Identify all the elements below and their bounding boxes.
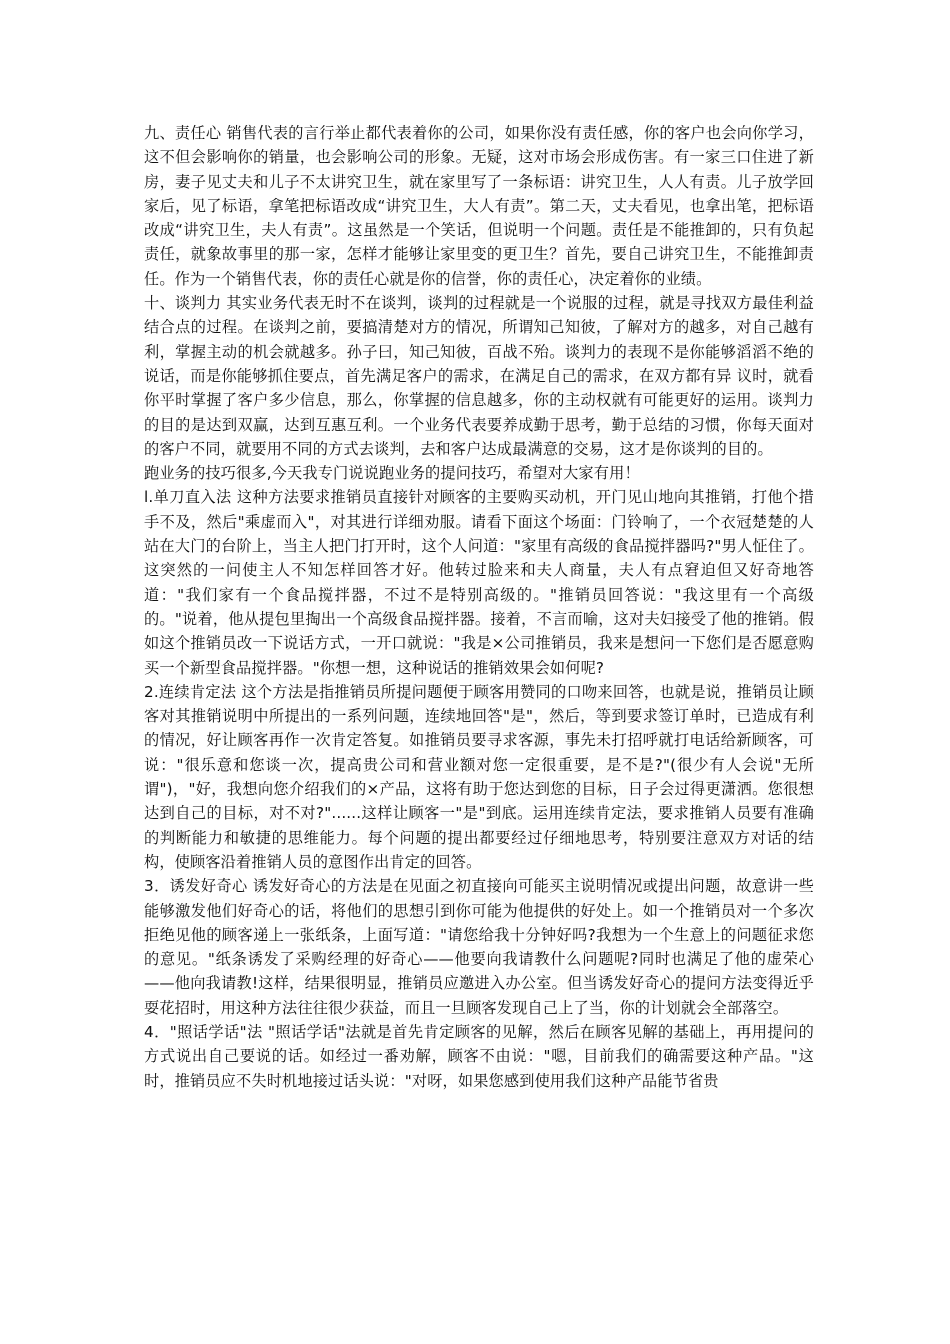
document-body [144, 121, 814, 1093]
paragraph-echo-method: 4．"照话学话"法 "照话学话"法就是首先肯定顾客的见解，然后在顾客见解的基础上，再用提问的方式说出自己要说的话。如经过一番劝解，顾客不由说："嗯，目前我们的确需要这种产品。"这时，推销员应不失时机地接过话头说："对呀，如果您感到使用我们这种产品能节省贵 [144, 1022, 814, 1090]
paragraph-negotiation: 十、谈判力 其实业务代表无时不在谈判，谈判的过程就是一个说服的过程，就是寻找双方最佳利益结合点的过程。在谈判之前，要搞清楚对方的情况，所谓知己知彼，了解对方的越多，对自己越有利，掌握主动的机会就越多。孙子曰，知己知彼，百战不殆。谈判力的表现不是你能够滔滔不绝的说话，而是你能够抓住要点，首先满足客户的需求，在满足自己的需求，在双方都有异 议时，就看你平时掌握了客户多少信息，那么，你掌握的信息越多，你的主动权就有可能更好的运用。谈判力的目的是达到双赢，达到互惠互利。一个业务代表要养成勤于思考，勤于总结的习惯，你每天面对的客户不同，就要用不同的方式去谈判，去和客户达成最满意的交易，这才是你谈判的目的。 [144, 294, 814, 458]
paragraph-curiosity: 3．诱发好奇心 诱发好奇心的方法是在见面之初直接向可能买主说明情况或提出问题，故意讲一些能够激发他们好奇心的话，将他们的思想引到你可能为他提供的好处上。如一个推销员对一个多次拒绝见他的顾客递上一张纸条，上面写道："请您给我十分钟好吗?我想为一个生意上的问题征求您的意见。"纸条诱发了采购经理的好奇心——他要向我请教什么问题呢?同时也满足了他的虚荣心——他向我请教!这样，结果很明显，推销员应邀进入办公室。但当诱发好奇心的提问方法变得近乎耍花招时，用这种方法往往很少获益，而且一旦顾客发现自己上了当，你的计划就会全部落空。 [144, 877, 814, 1017]
paragraph-intro-questioning: 跑业务的技巧很多,今天我专门说说跑业务的提问技巧，希望对大家有用！ [144, 464, 640, 483]
paragraph-continuous-affirmation: 2.连续肯定法 这个方法是指推销员所提问题便于顾客用赞同的口吻来回答，也就是说，推销员让顾客对其推销说明中所提出的一系列问题，连续地回答"是"，然后，等到要求签订单时，已造成有利的情况，好让顾客再作一次肯定答复。如推销员要寻求客源，事先未打招呼就打电话给新顾客，可说："很乐意和您谈一次，提高贵公司和营业额对您一定很重要，是不是?"(很少有人会说"无所谓")，"好，我想向您介绍我们的×产品，这将有助于您达到您的目标，日子会过得更潇洒。您很想达到自己的目标，对不对?"......这样让顾客一"是"到底。运用连续肯定法，要求推销人员要有准确的判断能力和敏捷的思维能力。每个问题的提出都要经过仔细地思考，特别要注意双方对话的结构，使顾客沿着推销人员的意图作出肯定的回答。 [144, 682, 814, 871]
paragraph-responsibility: 九、责任心 销售代表的言行举止都代表着你的公司，如果你没有责任感，你的客户也会向你学习，这不但会影响你的销量，也会影响公司的形象。无疑，这对市场会形成伤害。有一家三口住进了新房，妻子见丈夫和儿子不太讲究卫生，就在家里写了一条标语：讲究卫生，人人有责。儿子放学回家后，见了标语，拿笔把标语改成“讲究卫生，大人有责”。第二天，丈夫看见，也拿出笔，把标语改成“讲究卫生，夫人有责”。这虽然是一个笑话，但说明一个问题。责任是不能推卸的，只有负起责任，就象故事里的那一家，怎样才能够让家里变的更卫生？首先，要自己讲究卫生，不能推卸责任。作为一个销售代表，你的责任心就是你的信誉，你的责任心，决定着你的业绩。 [144, 124, 814, 288]
paragraph-direct-approach: l.单刀直入法 这种方法要求推销员直接针对顾客的主要购买动机，开门见山地向其推销，打他个措手不及，然后"乘虚而入"，对其进行详细劝服。请看下面这个场面：门铃响了，一个衣冠楚楚的人站在大门的台阶上，当主人把门打开时，这个人问道："家里有高级的食品搅拌器吗?"男人怔住了。这突然的一问使主人不知怎样回答才好。他转过脸来和夫人商量，夫人有点窘迫但又好奇地答道："我们家有一个食品搅拌器，不过不是特别高级的。"推销员回答说："我这里有一个高级的。"说着，他从提包里掏出一个高级食品搅拌器。接着，不言而喻，这对夫妇接受了他的推销。假如这个推销员改一下说话方式，一开口就说："我是×公司推销员，我来是想问一下您们是否愿意购买一个新型食品搅拌器。"你想一想，这种说话的推销效果会如何呢? [144, 488, 814, 677]
